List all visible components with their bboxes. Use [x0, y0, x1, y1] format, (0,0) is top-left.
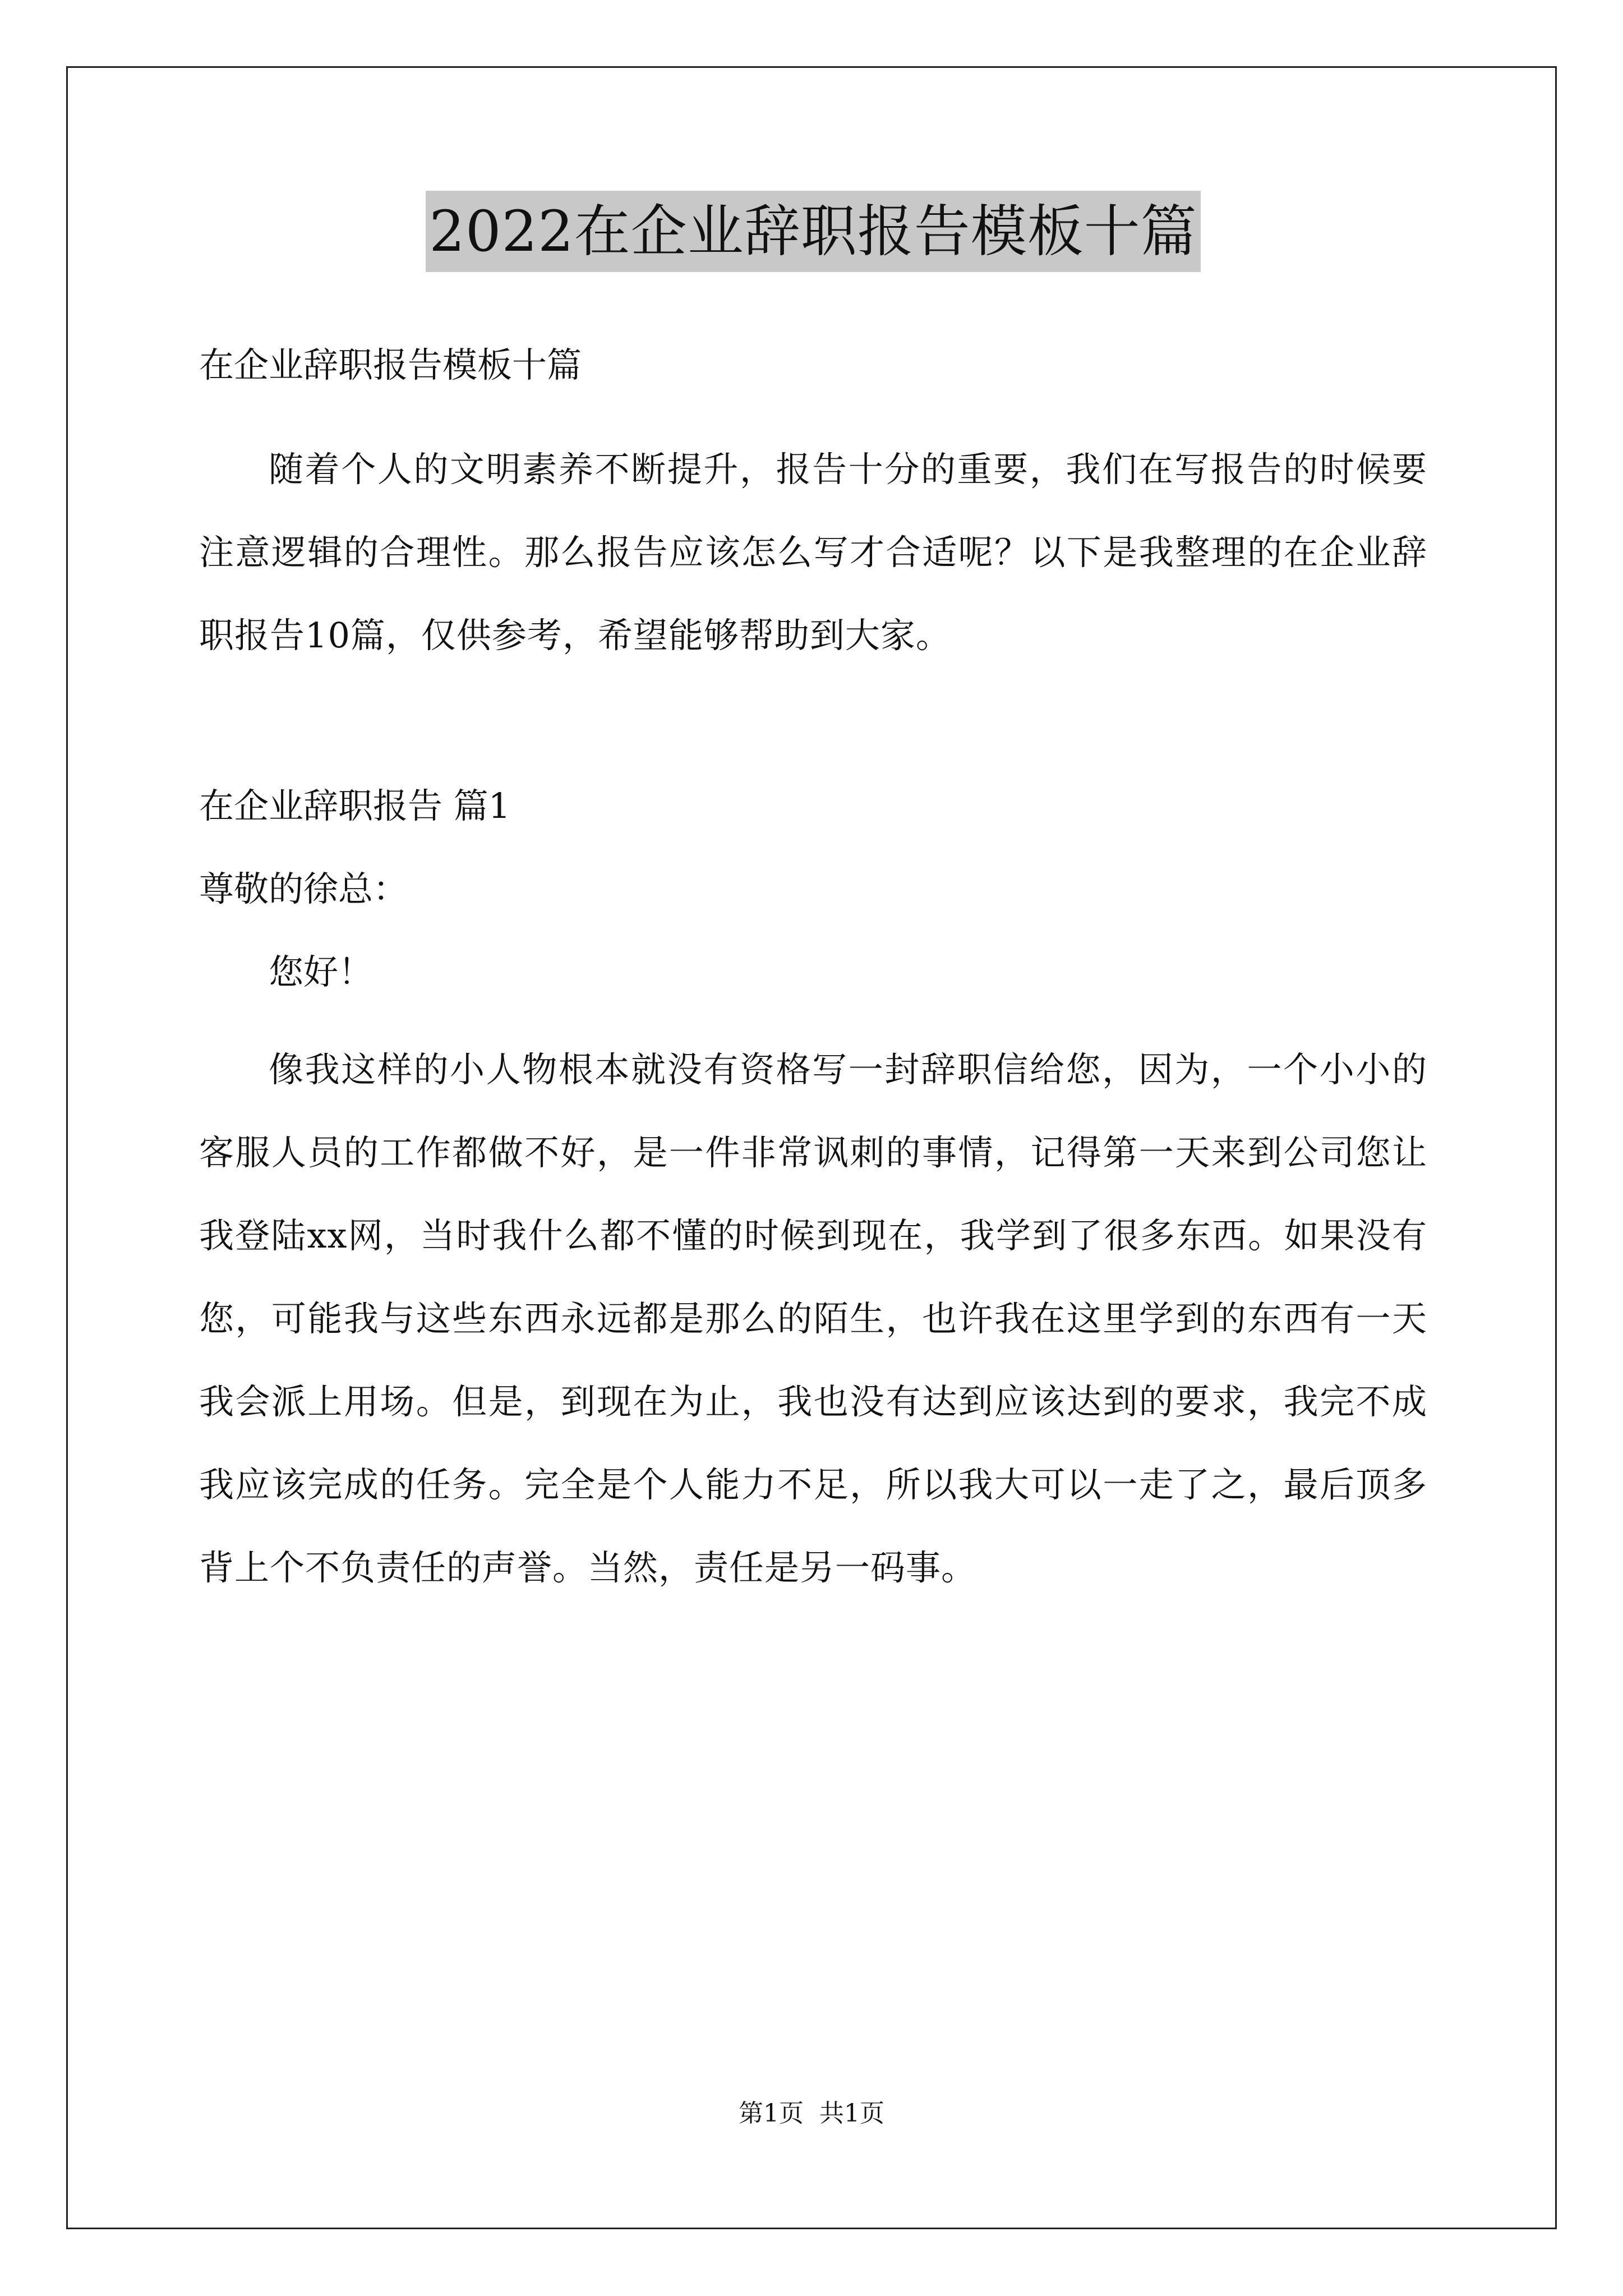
document-subtitle: 在企业辞职报告模板十篇 [199, 344, 582, 385]
page-footer [0, 2097, 1623, 2131]
section-heading: 在企业辞职报告 篇1 [199, 785, 511, 826]
page-number: 第1页 [739, 2099, 804, 2128]
intro-paragraph: 随着个人的文明素养不断提升，报告十分的重要，我们在写报告的时候要注意逻辑的合理性。那么报告应该怎么写才合适呢？以下是我整理的在企业辞职报告10篇，仅供参考，希望能够帮助到大家。 [199, 449, 1427, 656]
greeting: 您好！ [269, 951, 374, 992]
salutation: 尊敬的徐总： [199, 868, 408, 909]
document-body [199, 191, 1427, 1609]
body-paragraph: 像我这样的小人物根本就没有资格写一封辞职信给您，因为，一个小小的客服人员的工作都做不好，是一件非常讽刺的事情，记得第一天来到公司您让我登陆xx网，当时我什么都不懂的时候到现在，我学到了很多东西。如果没有您，可能我与这些东西永远都是那么的陌生，也许我在这里学到的东西有一天我会派上用场。但是，到现在为止，我也没有达到应该达到的要求，我完不成我应该完成的任务。完全是个人能力不足，所以我大可以一走了之，最后顶多背上个不负责任的声誉。当然，责任是另一码事。 [199, 1049, 1427, 1588]
title-wrap [199, 191, 1427, 272]
document-title: 2022在企业辞职报告模板十篇 [426, 191, 1201, 272]
page-total: 共1页 [819, 2099, 884, 2128]
